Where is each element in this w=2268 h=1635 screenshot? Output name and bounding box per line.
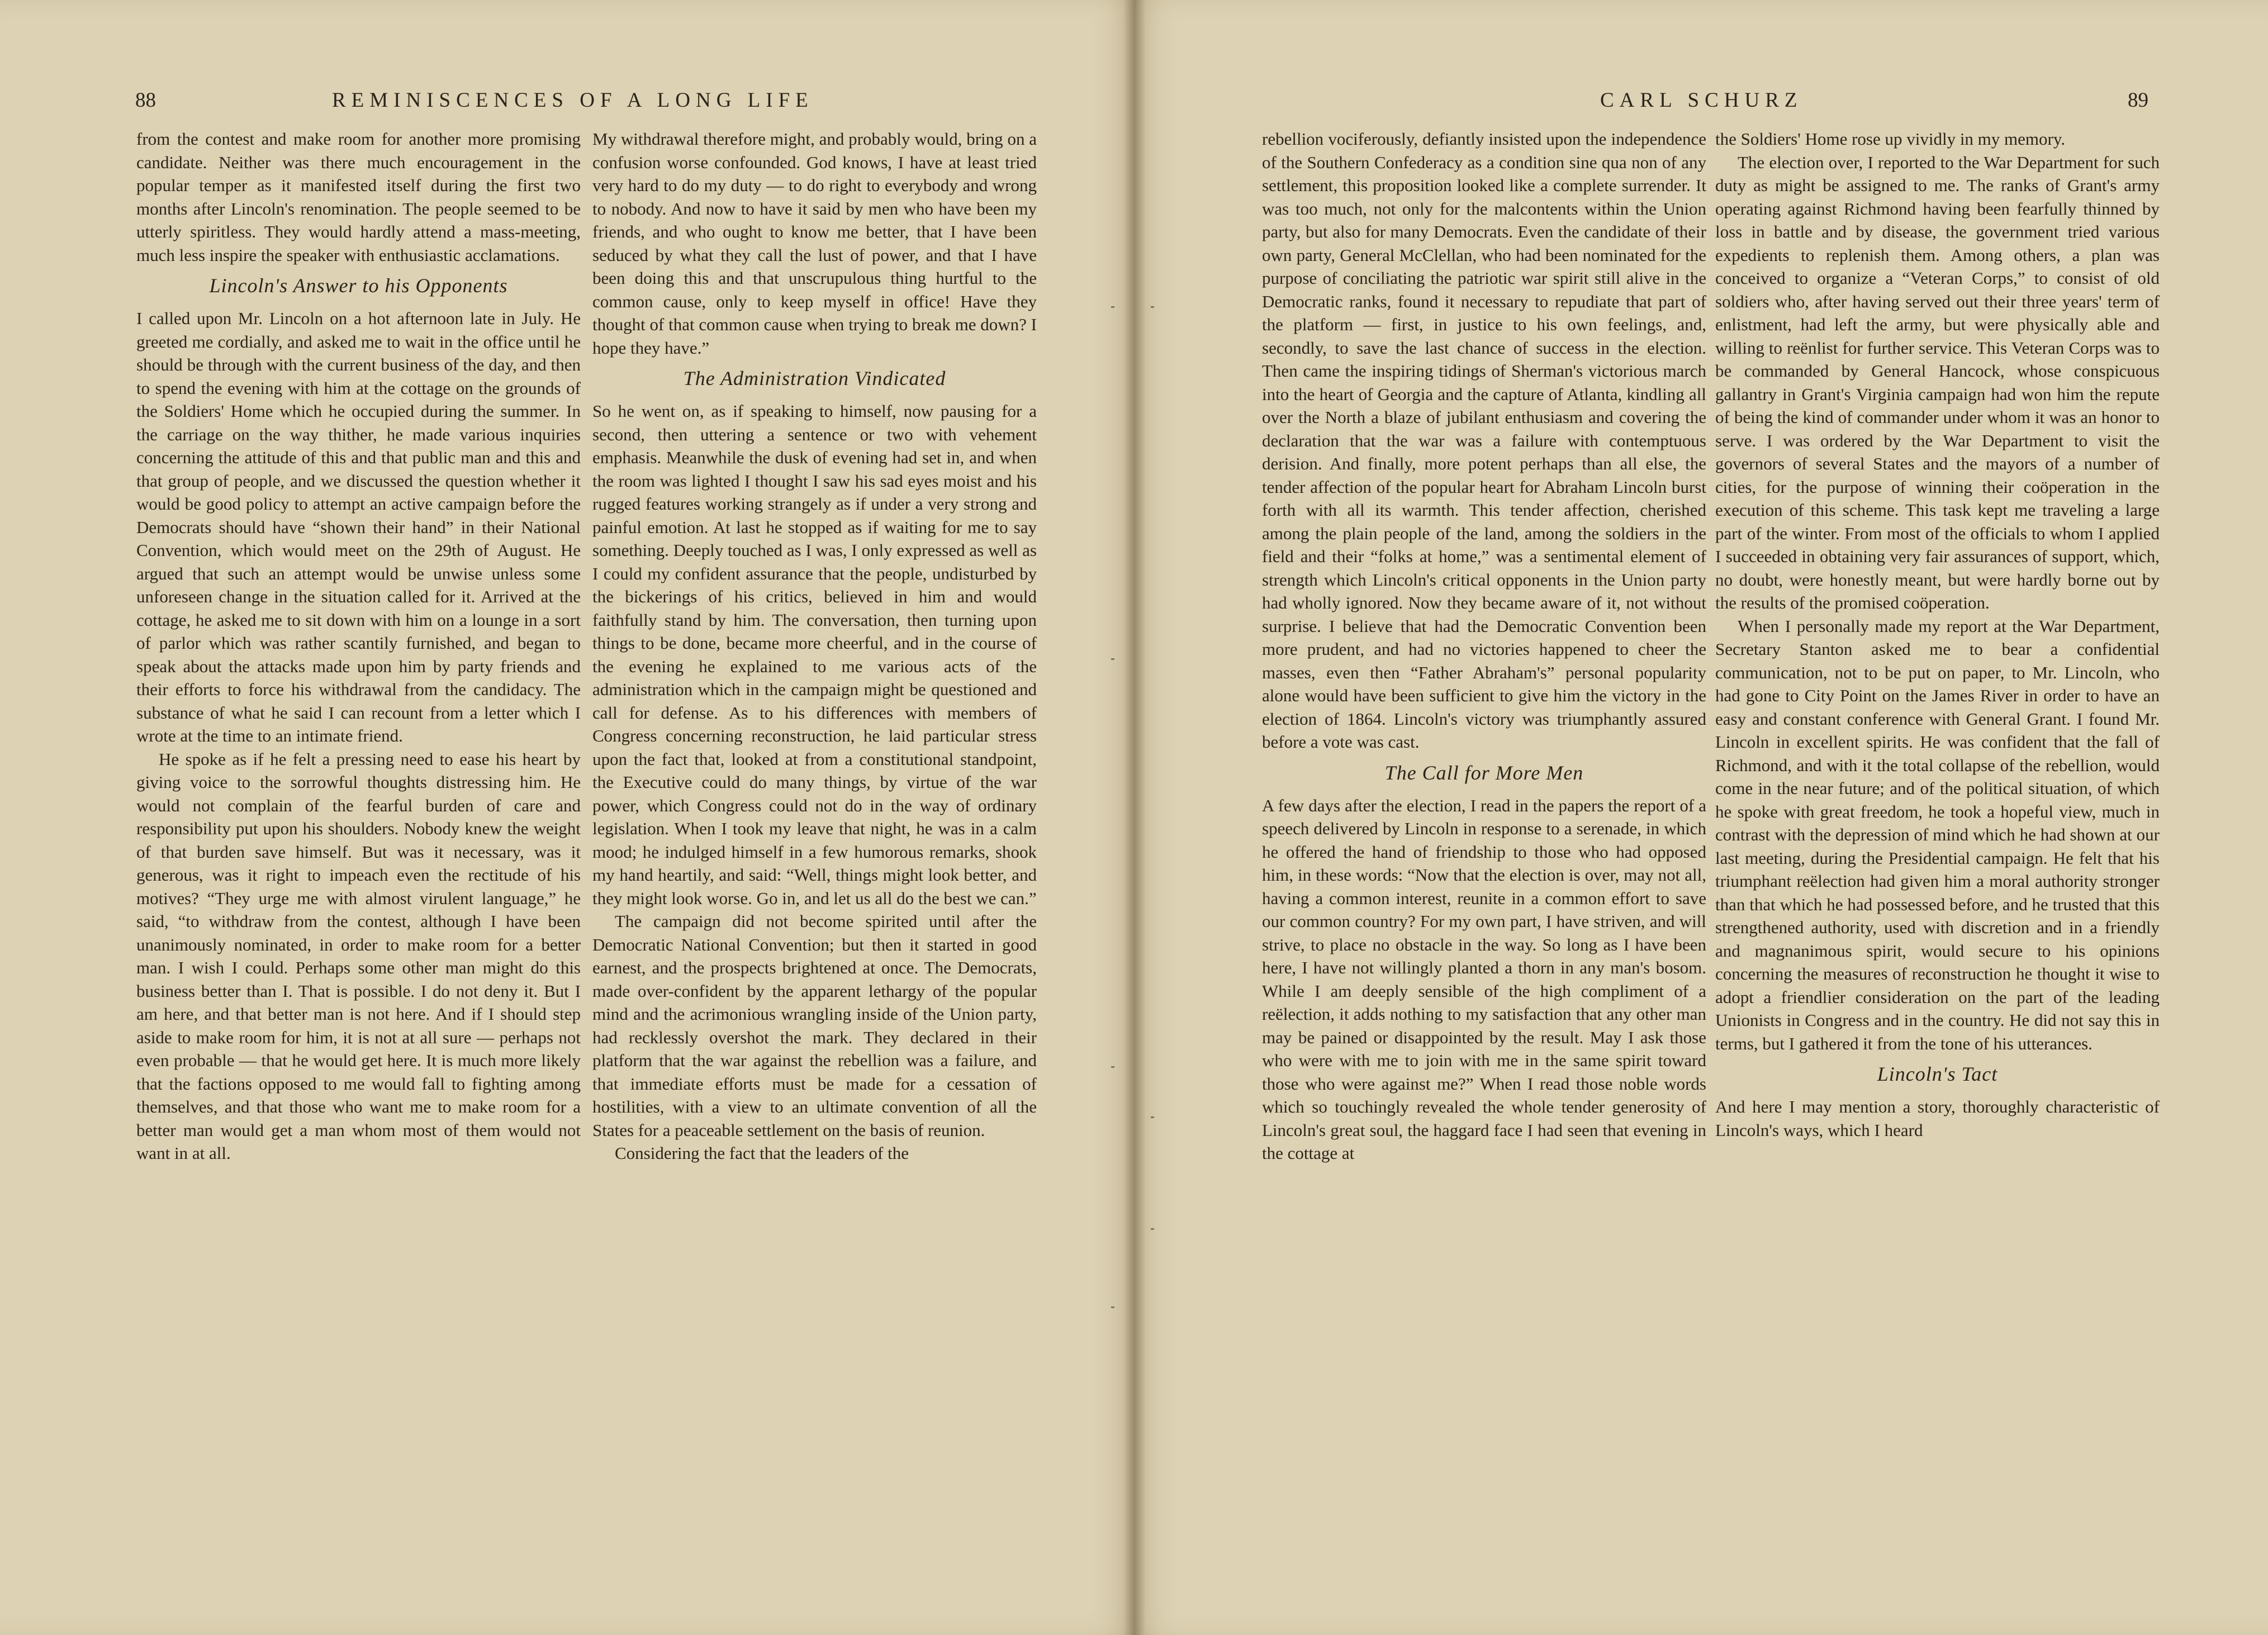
section-heading: Lincoln's Tact xyxy=(1877,1063,1998,1085)
left-column-2 xyxy=(592,127,1037,1508)
paragraph: the Soldiers' Home rose up vividly in my memory. xyxy=(1715,129,2066,149)
left-column-1 xyxy=(136,127,581,1508)
page-mark xyxy=(1151,306,1154,308)
page-mark xyxy=(1111,306,1114,308)
page-number: 89 xyxy=(2128,89,2148,112)
paragraph: I called upon Mr. Lincoln on a hot afternoon late in July. He greeted me cordially, and asked me to wait in the office until he should be through with the current business of the day, and then to spend the evening with him at the cottage on the grounds of the Soldiers' Home which he occupied during the summer. In the carriage on the way thither, he made various inquiries concerning the attitude of this and that public man and this and that group of people, and we discussed the question whether it would be good policy to attempt an active campaign before the Democrats should have “shown their hand” in their National Convention, which would meet on the 29th of August. He argued that such an attempt would be unwise unless some unforeseen change in the situation called for it. Arrived at the cottage, he asked me to sit down with him on a lounge in a sort of parlor which was rather scantily furnished, and began to speak about the attacks made upon him by party friends and their efforts to force his withdrawal from the candidacy. The substance of what he said I can recount from a letter which I wrote at the time to an intimate friend. xyxy=(136,308,581,745)
paragraph: My withdrawal therefore might, and probably would, bring on a confusion worse confounded. God knows, I have at least tried very hard to do my duty — to do right to everybody and wrong to nobody. And now to have it said by men who have been my friends, and who ought to know me better, that I have been seduced by what they call the lust of power, and that I have been doing this and that unscrupulous thing hurtful to the common cause, only to keep myself in office! Have they thought of that common cause when trying to break me down? I hope they have.” xyxy=(592,129,1037,358)
paragraph: And here I may mention a story, thoroughly characteristic of Lincoln's ways, which I heard xyxy=(1715,1097,2160,1140)
paragraph: The campaign did not become spirited until after the Democratic National Convention; but then it started in good earnest, and the prospects brightened at once. The Democrats, made over-confident by the apparent lethargy of the popular mind and the acrimonious wrangling inside of the Union party, had recklessly overshot the mark. They declared in their platform that the war against the rebellion was a failure, and that immediate efforts must be made for a cessation of hostilities, with a view to an ultimate convention of all the States for a peaceable settlement on the basis of reunion. xyxy=(592,911,1037,1140)
paragraph: A few days after the election, I read in the papers the report of a speech delivered by Lincoln in response to a serenade, in which he offered the hand of friendship to those who had opposed him, in these words: “Now that the election is over, may not all, having a common interest, reunite in a common effort to save our common country? For my own part, I have striven, and will strive, to place no obstacle in the way. So long as I have been here, I have not willingly planted a thorn in any man's bosom. While I am deeply sensible of the high compliment of a reëlection, it adds nothing to my satisfaction that any other man may be pained or disappointed by the result. May I ask those who were with me to join with me in the same spirit toward those who were against me?” When I read those noble words which so touchingly revealed the whole tender generosity of Lincoln's great soul, the haggard face I had seen that evening in the cottage at xyxy=(1262,795,1706,1163)
page-number: 88 xyxy=(135,89,156,112)
page-mark xyxy=(1111,658,1114,660)
paragraph: Considering the fact that the leaders of the xyxy=(615,1143,909,1163)
paragraph: So he went on, as if speaking to himself, now pausing for a second, then uttering a sentence or two with vehement emphasis. Meanwhile the dusk of evening had set in, and when the room was lighted I thought I saw his sad eyes moist and his rugged features working strangely as if under a very strong and painful emotion. At last he stopped as if waiting for me to say something. Deeply touched as I was, I only expressed as well as I could my confident assurance that the people, undisturbed by the bickerings of his critics, believed in him and would faithfully stand by him. The conversation, then turning upon things to be done, became more cheerful, and in the course of the evening he explained to me various acts of the administration which in the campaign might be questioned and call for defense. As to his differences with members of Congress concerning reconstruction, he laid particular stress upon the fact that, looked at from a constitutional standpoint, the Executive could do many things, by virtue of the war power, which Congress could not do in the way of ordinary legislation. When I took my leave that night, he was in a calm mood; he indulged himself in a few humorous remarks, shook my hand heartily, and said: “Well, things might look better, and they might look worse. Go in, and let us all do the best we can.” xyxy=(592,401,1037,908)
page-mark xyxy=(1111,1306,1114,1308)
paragraph: When I personally made my report at the War Department, Secretary Stanton asked me to bear a confidential communication, not to be put on paper, to Mr. Lincoln, who had gone to City Point on the James River in order to have an easy and constant conference with General Grant. I found Mr. Lincoln in excellent spirits. He was confident that the fall of Richmond, and with it the total collapse of the rebellion, would come in the near future; and of the political situation, of which he spoke with great freedom, he took a hopeful view, much in contrast with the depression of mind which he had shown at our last meeting, during the Presidential campaign. He felt that his triumphant reëlection had given him a moral authority stronger than that which he had possessed before, and he trusted that this strengthened authority, used with discretion and in a friendly and magnanimous spirit, would secure to his opinions concerning the measures of reconstruction he thought it wise to adopt a friendlier consideration on the part of the leading Unionists in Congress and in the country. He did not say this in terms, but I gathered it from the tone of his utterances. xyxy=(1715,616,2160,1053)
book-gutter xyxy=(1123,0,1146,1635)
right-column-1 xyxy=(1262,127,1706,1508)
paragraph: rebellion vociferously, defiantly insisted upon the independence of the Southern Confederacy as a condition sine qua non of any settlement, this proposition looked like a complete surrender. It was too much, not only for the malcontents within the Union party, but also for many Democrats. Even the candidate of their own party, General McClellan, who had been nominated for the purpose of conciliating the patriotic war spirit still alive in the Democratic ranks, found it necessary to repudiate that part of the platform — first, in justice to his own feelings, and, secondly, to save the last chance of success in the election. Then came the inspiring tidings of Sherman's victorious march into the heart of Georgia and the capture of Atlanta, kindling all over the North a blaze of jubilant enthusiasm and covering the declaration that the war was a failure with contemptuous derision. And finally, more potent perhaps than all else, the tender affection of the popular heart for Abraham Lincoln burst forth with all its warmth. This tender affection, cherished among the plain people of the land, among the soldiers in the field and their “folks at home,” was a sentimental element of strength which Lincoln's critical opponents in the Union party had wholly ignored. Now they became aware of it, not without surprise. I believe that had the Democratic Convention been more prudent, and had no victories happened to cheer the masses, even then “Father Abraham's” personal popularity alone would have been sufficient to give him the victory in the election of 1864. Lincoln's victory was triumphantly assured before a vote was cast. xyxy=(1262,129,1706,752)
paragraph: He spoke as if he felt a pressing need to ease his heart by giving voice to the sorrowful thoughts distressing him. He would not complain of the fearful burden of care and responsibility put upon his shoulders. Nobody knew the weight of that burden save himself. But was it necessary, was it generous, was it right to impeach even the rectitude of his motives? “They urge me with almost virulent language,” he said, “to withdraw from the contest, although I have been unanimously nominated, in order to make room for a better man. I wish I could. Perhaps some other man might do this business better than I. That is possible. I do not deny it. But I am here, and that better man is not here. And if I should step aside to make room for him, it is not at all sure — perhaps not even probable — that he would get here. It is much more likely that the factions opposed to me would fall to fighting among themselves, and that those who want me to make room for a better man would get a man whom most of them would not want in at all. xyxy=(136,749,581,1163)
running-head: CARL SCHURZ xyxy=(1600,89,1803,112)
page-mark xyxy=(1151,1116,1154,1118)
running-head: REMINISCENCES OF A LONG LIFE xyxy=(332,89,814,112)
section-heading: The Call for More Men xyxy=(1384,761,1584,784)
section-heading: The Administration Vindicated xyxy=(683,367,946,389)
right-column-2 xyxy=(1715,127,2160,1508)
page-mark xyxy=(1151,1228,1154,1230)
paragraph: The election over, I reported to the War Department for such duty as might be assigned to me. The ranks of Grant's army operating against Richmond having been fearfully thinned by loss in battle and by disease, the government tried various expedients to replenish them. Among others, a plan was conceived to organize a “Veteran Corps,” to consist of old soldiers who, after having served out their three years' term of enlistment, had left the army, but were physically able and willing to reënlist for further service. This Veteran Corps was to be commanded by General Hancock, whose conspicuous gallantry in Grant's Virginia campaign had won him the repute of being the kind of commander under whom it was an honor to serve. I was ordered by the War Department to visit the governors of several States and the mayors of a number of cities, for the purpose of winning their coöperation in the execution of this scheme. This task kept me traveling a large part of the winter. From most of the officials to whom I applied I succeeded in obtaining very fair assurances of support, which, no doubt, were honestly meant, but were hardly borne out by the results of the promised coöperation. xyxy=(1715,152,2160,612)
page-mark xyxy=(1111,1066,1114,1068)
paragraph: from the contest and make room for another more promising candidate. Neither was there much encouragement in the popular temper as it manifested itself during the first two months after Lincoln's renomination. The people seemed to be utterly spiritless. They would hardly attend a mass-meeting, much less inspire the speaker with enthusiastic acclamations. xyxy=(136,129,581,265)
right-page xyxy=(1134,0,2268,1635)
section-heading: Lincoln's Answer to his Opponents xyxy=(209,274,508,297)
